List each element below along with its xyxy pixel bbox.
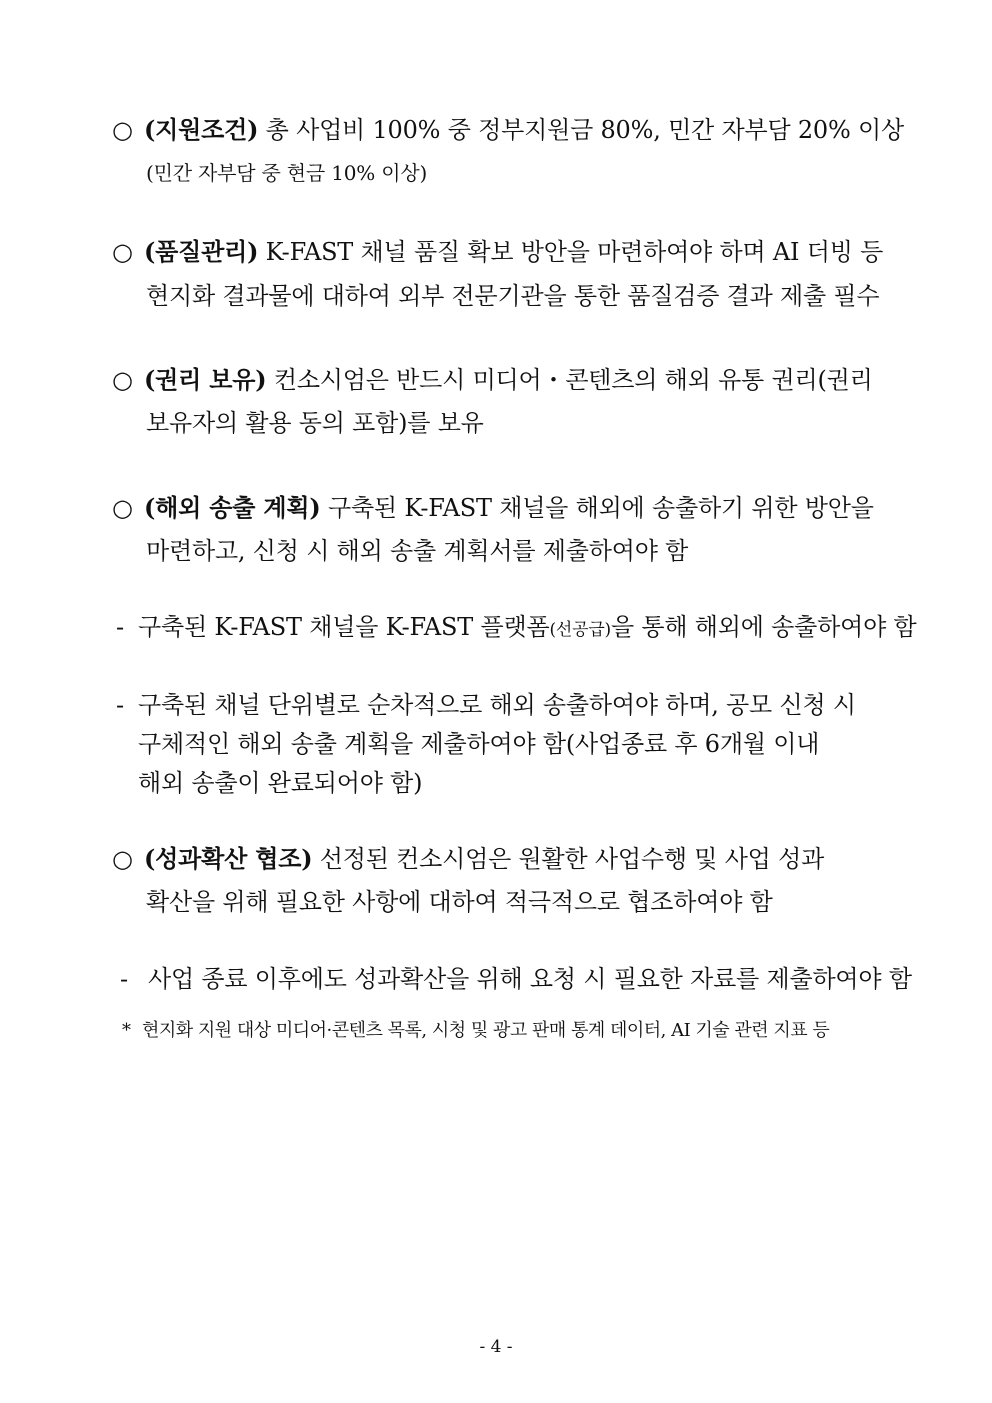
item-text: 구축된 K-FAST 채널을 K-FAST 플랫폼 (138, 613, 550, 641)
item-text: 구축된 채널 단위별로 순차적으로 해외 송출하여야 하며, 공모 신청 시 (138, 691, 856, 719)
dash-item-submit-materials (120, 964, 912, 994)
page-number: - 4 - (479, 1337, 513, 1357)
dash-item-sequential-broadcast (116, 690, 856, 720)
item-quality-management (112, 237, 883, 267)
item-text: 선정된 컨소시엄은 원활한 사업수행 및 사업 성과 (312, 845, 825, 873)
dash-bullet-icon: - (120, 965, 128, 993)
item-heading: (지원조건) (144, 115, 259, 144)
item-heading: (품질관리) (144, 237, 259, 266)
circle-bullet-icon: ○ (112, 845, 133, 873)
item-performance-cooperation (112, 844, 824, 874)
item-subtext: (민간 자부담 중 현금 10% 이상) (146, 161, 428, 185)
item-text-continued: 해외 송출이 완료되어야 함) (138, 769, 423, 797)
item-text: 컨소시엄은 반드시 미디어・콘텐츠의 해외 유통 권리(권리 (266, 366, 873, 394)
item-text-continued: 구체적인 해외 송출 계획을 제출하여야 함(사업종료 후 6개월 이내 (138, 730, 820, 758)
circle-bullet-icon: ○ (112, 238, 133, 266)
item-text: 을 통해 해외에 송출하여야 함 (610, 613, 917, 641)
asterisk-icon: * (122, 1020, 131, 1041)
dash-bullet-icon: - (116, 691, 124, 719)
item-text-continued: 현지화 결과물에 대하여 외부 전문기관을 통한 품질검증 결과 제출 필수 (146, 282, 880, 310)
item-small-text: (선공급) (549, 620, 611, 640)
item-heading: (권리 보유) (144, 365, 267, 394)
footnote-text: 현지화 지원 대상 미디어·콘텐츠 목록, 시청 및 광고 판매 통계 데이터, AI 기술 관련 지표 등 (142, 1020, 830, 1041)
dash-item-platform-broadcast (116, 612, 917, 645)
item-heading: (해외 송출 계획) (144, 493, 321, 522)
footnote (122, 1016, 829, 1046)
item-overseas-broadcast-plan (112, 493, 874, 523)
item-text: 구축된 K-FAST 채널을 해외에 송출하기 위한 방안을 (320, 494, 874, 522)
item-text: 사업 종료 이후에도 성과확산을 위해 요청 시 필요한 자료를 제출하여야 함 (148, 965, 912, 993)
item-text-continued: 확산을 위해 필요한 사항에 대하여 적극적으로 협조하여야 함 (146, 888, 773, 916)
item-text: 총 사업비 100% 중 정부지원금 80%, 민간 자부담 20% 이상 (258, 116, 904, 144)
item-text-continued: 마련하고, 신청 시 해외 송출 계획서를 제출하여야 함 (146, 537, 689, 565)
circle-bullet-icon: ○ (112, 116, 133, 144)
item-support-conditions (112, 115, 904, 145)
item-text-continued: 보유자의 활용 동의 포함)를 보유 (146, 409, 484, 437)
circle-bullet-icon: ○ (112, 494, 133, 522)
dash-bullet-icon: - (116, 613, 124, 641)
item-rights-holding (112, 365, 873, 395)
item-text: K-FAST 채널 품질 확보 방안을 마련하여야 하며 AI 더빙 등 (258, 238, 884, 266)
item-heading: (성과확산 협조) (144, 844, 313, 873)
circle-bullet-icon: ○ (112, 366, 133, 394)
